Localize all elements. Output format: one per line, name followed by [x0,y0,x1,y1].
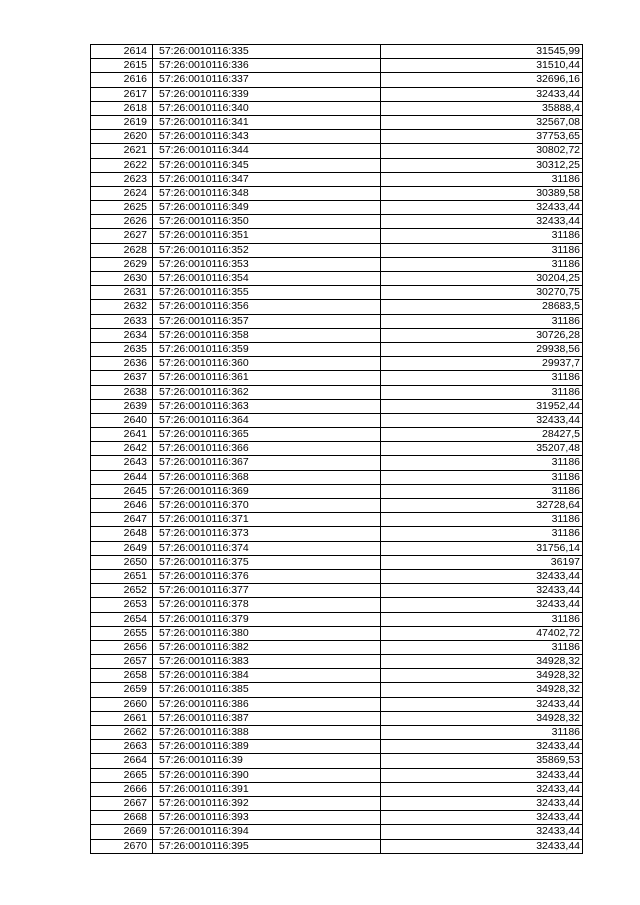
cadastral-number-cell: 57:26:0010116:336 [153,59,381,73]
value-cell: 29938,56 [381,342,583,356]
table-body [91,45,583,854]
value-cell: 32433,44 [381,740,583,754]
value-cell: 31510,44 [381,59,583,73]
table-row [91,484,583,498]
value-cell: 32433,44 [381,569,583,583]
table-row [91,342,583,356]
table-row [91,640,583,654]
cadastral-number-cell: 57:26:0010116:388 [153,726,381,740]
row-number-cell: 2628 [91,243,153,257]
value-cell: 34928,32 [381,669,583,683]
value-cell: 30312,25 [381,158,583,172]
row-number-cell: 2620 [91,130,153,144]
row-number-cell: 2648 [91,527,153,541]
row-number-cell: 2647 [91,513,153,527]
value-cell: 32433,44 [381,768,583,782]
table-row [91,186,583,200]
row-number-cell: 2655 [91,626,153,640]
value-cell: 32433,44 [381,825,583,839]
cadastral-value-table [90,44,583,854]
row-number-cell: 2658 [91,669,153,683]
cadastral-number-cell: 57:26:0010116:360 [153,357,381,371]
row-number-cell: 2667 [91,796,153,810]
row-number-cell: 2634 [91,328,153,342]
table-row [91,726,583,740]
row-number-cell: 2664 [91,754,153,768]
table-row [91,669,583,683]
table-row [91,825,583,839]
cadastral-number-cell: 57:26:0010116:377 [153,584,381,598]
cadastral-number-cell: 57:26:0010116:345 [153,158,381,172]
row-number-cell: 2616 [91,73,153,87]
row-number-cell: 2660 [91,697,153,711]
value-cell: 31186 [381,456,583,470]
table-row [91,541,583,555]
cadastral-number-cell: 57:26:0010116:368 [153,470,381,484]
table-row [91,711,583,725]
cadastral-number-cell: 57:26:0010116:373 [153,527,381,541]
value-cell: 31186 [381,513,583,527]
value-cell: 32433,44 [381,796,583,810]
cadastral-number-cell: 57:26:0010116:361 [153,371,381,385]
row-number-cell: 2638 [91,385,153,399]
table-row [91,73,583,87]
row-number-cell: 2649 [91,541,153,555]
table-row [91,413,583,427]
value-cell: 32433,44 [381,697,583,711]
row-number-cell: 2617 [91,87,153,101]
table-row [91,470,583,484]
value-cell: 32433,44 [381,87,583,101]
table-row [91,598,583,612]
row-number-cell: 2661 [91,711,153,725]
table-row [91,243,583,257]
value-cell: 32696,16 [381,73,583,87]
row-number-cell: 2656 [91,640,153,654]
table-row [91,782,583,796]
cadastral-number-cell: 57:26:0010116:362 [153,385,381,399]
value-cell: 32728,64 [381,499,583,513]
table-row [91,796,583,810]
cadastral-number-cell: 57:26:0010116:369 [153,484,381,498]
cadastral-number-cell: 57:26:0010116:358 [153,328,381,342]
row-number-cell: 2652 [91,584,153,598]
table-row [91,385,583,399]
table-row [91,754,583,768]
value-cell: 31952,44 [381,399,583,413]
cadastral-number-cell: 57:26:0010116:341 [153,115,381,129]
row-number-cell: 2651 [91,569,153,583]
value-cell: 35207,48 [381,442,583,456]
table-row [91,257,583,271]
value-cell: 32433,44 [381,201,583,215]
cadastral-number-cell: 57:26:0010116:339 [153,87,381,101]
cadastral-number-cell: 57:26:0010116:386 [153,697,381,711]
table-row [91,172,583,186]
cadastral-number-cell: 57:26:0010116:385 [153,683,381,697]
row-number-cell: 2662 [91,726,153,740]
row-number-cell: 2646 [91,499,153,513]
value-cell: 29937,7 [381,357,583,371]
value-cell: 32433,44 [381,584,583,598]
row-number-cell: 2627 [91,229,153,243]
row-number-cell: 2641 [91,428,153,442]
table-row [91,158,583,172]
row-number-cell: 2615 [91,59,153,73]
table-row [91,655,583,669]
cadastral-number-cell: 57:26:0010116:384 [153,669,381,683]
table-row [91,314,583,328]
row-number-cell: 2626 [91,215,153,229]
table-row [91,456,583,470]
value-cell: 37753,65 [381,130,583,144]
table-row [91,229,583,243]
value-cell: 32433,44 [381,839,583,853]
row-number-cell: 2644 [91,470,153,484]
value-cell: 34928,32 [381,683,583,697]
cadastral-number-cell: 57:26:0010116:359 [153,342,381,356]
value-cell: 32433,44 [381,811,583,825]
row-number-cell: 2624 [91,186,153,200]
table-row [91,626,583,640]
table-row [91,839,583,853]
cadastral-number-cell: 57:26:0010116:391 [153,782,381,796]
row-number-cell: 2654 [91,612,153,626]
value-cell: 31186 [381,314,583,328]
table-row [91,59,583,73]
value-cell: 34928,32 [381,711,583,725]
value-cell: 31186 [381,172,583,186]
value-cell: 35888,4 [381,101,583,115]
row-number-cell: 2668 [91,811,153,825]
cadastral-number-cell: 57:26:0010116:375 [153,555,381,569]
table-row [91,569,583,583]
table-row [91,115,583,129]
row-number-cell: 2642 [91,442,153,456]
cadastral-number-cell: 57:26:0010116:335 [153,45,381,59]
cadastral-number-cell: 57:26:0010116:354 [153,272,381,286]
value-cell: 31186 [381,470,583,484]
row-number-cell: 2622 [91,158,153,172]
value-cell: 32433,44 [381,413,583,427]
row-number-cell: 2619 [91,115,153,129]
table-row [91,300,583,314]
table-row [91,811,583,825]
row-number-cell: 2630 [91,272,153,286]
table-row [91,399,583,413]
value-cell: 31186 [381,612,583,626]
row-number-cell: 2625 [91,201,153,215]
value-cell: 34928,32 [381,655,583,669]
cadastral-number-cell: 57:26:0010116:374 [153,541,381,555]
cadastral-number-cell: 57:26:0010116:39 [153,754,381,768]
table-row [91,527,583,541]
value-cell: 30726,28 [381,328,583,342]
value-cell: 30802,72 [381,144,583,158]
row-number-cell: 2665 [91,768,153,782]
cadastral-number-cell: 57:26:0010116:363 [153,399,381,413]
cadastral-number-cell: 57:26:0010116:347 [153,172,381,186]
table-row [91,683,583,697]
cadastral-number-cell: 57:26:0010116:379 [153,612,381,626]
table-row [91,45,583,59]
value-cell: 28427,5 [381,428,583,442]
table-row [91,442,583,456]
value-cell: 36197 [381,555,583,569]
cadastral-number-cell: 57:26:0010116:389 [153,740,381,754]
value-cell: 31186 [381,640,583,654]
cadastral-number-cell: 57:26:0010116:357 [153,314,381,328]
cadastral-number-cell: 57:26:0010116:344 [153,144,381,158]
table-row [91,499,583,513]
cadastral-number-cell: 57:26:0010116:383 [153,655,381,669]
row-number-cell: 2640 [91,413,153,427]
table-row [91,87,583,101]
cadastral-number-cell: 57:26:0010116:352 [153,243,381,257]
cadastral-number-cell: 57:26:0010116:378 [153,598,381,612]
value-cell: 31186 [381,371,583,385]
table-row [91,584,583,598]
cadastral-number-cell: 57:26:0010116:387 [153,711,381,725]
cadastral-number-cell: 57:26:0010116:364 [153,413,381,427]
row-number-cell: 2669 [91,825,153,839]
table-row [91,144,583,158]
value-cell: 31186 [381,257,583,271]
cadastral-number-cell: 57:26:0010116:382 [153,640,381,654]
table-row [91,357,583,371]
value-cell: 32567,08 [381,115,583,129]
cadastral-number-cell: 57:26:0010116:355 [153,286,381,300]
row-number-cell: 2632 [91,300,153,314]
value-cell: 47402,72 [381,626,583,640]
value-cell: 32433,44 [381,782,583,796]
row-number-cell: 2643 [91,456,153,470]
cadastral-number-cell: 57:26:0010116:337 [153,73,381,87]
table-row [91,612,583,626]
value-cell: 32433,44 [381,598,583,612]
document-page [90,44,582,854]
cadastral-number-cell: 57:26:0010116:390 [153,768,381,782]
cadastral-number-cell: 57:26:0010116:343 [153,130,381,144]
value-cell: 31186 [381,484,583,498]
cadastral-number-cell: 57:26:0010116:356 [153,300,381,314]
row-number-cell: 2637 [91,371,153,385]
value-cell: 31186 [381,243,583,257]
row-number-cell: 2670 [91,839,153,853]
table-row [91,513,583,527]
cadastral-number-cell: 57:26:0010116:394 [153,825,381,839]
row-number-cell: 2635 [91,342,153,356]
table-row [91,328,583,342]
cadastral-number-cell: 57:26:0010116:348 [153,186,381,200]
value-cell: 30204,25 [381,272,583,286]
value-cell: 31186 [381,726,583,740]
row-number-cell: 2657 [91,655,153,669]
row-number-cell: 2614 [91,45,153,59]
value-cell: 30270,75 [381,286,583,300]
table-row [91,555,583,569]
row-number-cell: 2659 [91,683,153,697]
value-cell: 31756,14 [381,541,583,555]
row-number-cell: 2618 [91,101,153,115]
row-number-cell: 2636 [91,357,153,371]
row-number-cell: 2633 [91,314,153,328]
cadastral-number-cell: 57:26:0010116:367 [153,456,381,470]
cadastral-number-cell: 57:26:0010116:370 [153,499,381,513]
cadastral-number-cell: 57:26:0010116:392 [153,796,381,810]
table-row [91,272,583,286]
cadastral-number-cell: 57:26:0010116:353 [153,257,381,271]
table-row [91,101,583,115]
value-cell: 31545,99 [381,45,583,59]
table-row [91,768,583,782]
row-number-cell: 2653 [91,598,153,612]
table-row [91,130,583,144]
row-number-cell: 2629 [91,257,153,271]
table-row [91,215,583,229]
value-cell: 35869,53 [381,754,583,768]
cadastral-number-cell: 57:26:0010116:350 [153,215,381,229]
row-number-cell: 2666 [91,782,153,796]
cadastral-number-cell: 57:26:0010116:351 [153,229,381,243]
value-cell: 31186 [381,527,583,541]
row-number-cell: 2663 [91,740,153,754]
value-cell: 32433,44 [381,215,583,229]
cadastral-number-cell: 57:26:0010116:340 [153,101,381,115]
cadastral-number-cell: 57:26:0010116:395 [153,839,381,853]
value-cell: 31186 [381,385,583,399]
value-cell: 28683,5 [381,300,583,314]
table-row [91,371,583,385]
cadastral-number-cell: 57:26:0010116:365 [153,428,381,442]
cadastral-number-cell: 57:26:0010116:393 [153,811,381,825]
cadastral-number-cell: 57:26:0010116:371 [153,513,381,527]
value-cell: 30389,58 [381,186,583,200]
cadastral-number-cell: 57:26:0010116:376 [153,569,381,583]
row-number-cell: 2645 [91,484,153,498]
row-number-cell: 2650 [91,555,153,569]
cadastral-number-cell: 57:26:0010116:366 [153,442,381,456]
row-number-cell: 2621 [91,144,153,158]
row-number-cell: 2639 [91,399,153,413]
table-row [91,201,583,215]
table-row [91,286,583,300]
value-cell: 31186 [381,229,583,243]
table-row [91,740,583,754]
row-number-cell: 2631 [91,286,153,300]
cadastral-number-cell: 57:26:0010116:380 [153,626,381,640]
cadastral-number-cell: 57:26:0010116:349 [153,201,381,215]
table-row [91,697,583,711]
row-number-cell: 2623 [91,172,153,186]
table-row [91,428,583,442]
